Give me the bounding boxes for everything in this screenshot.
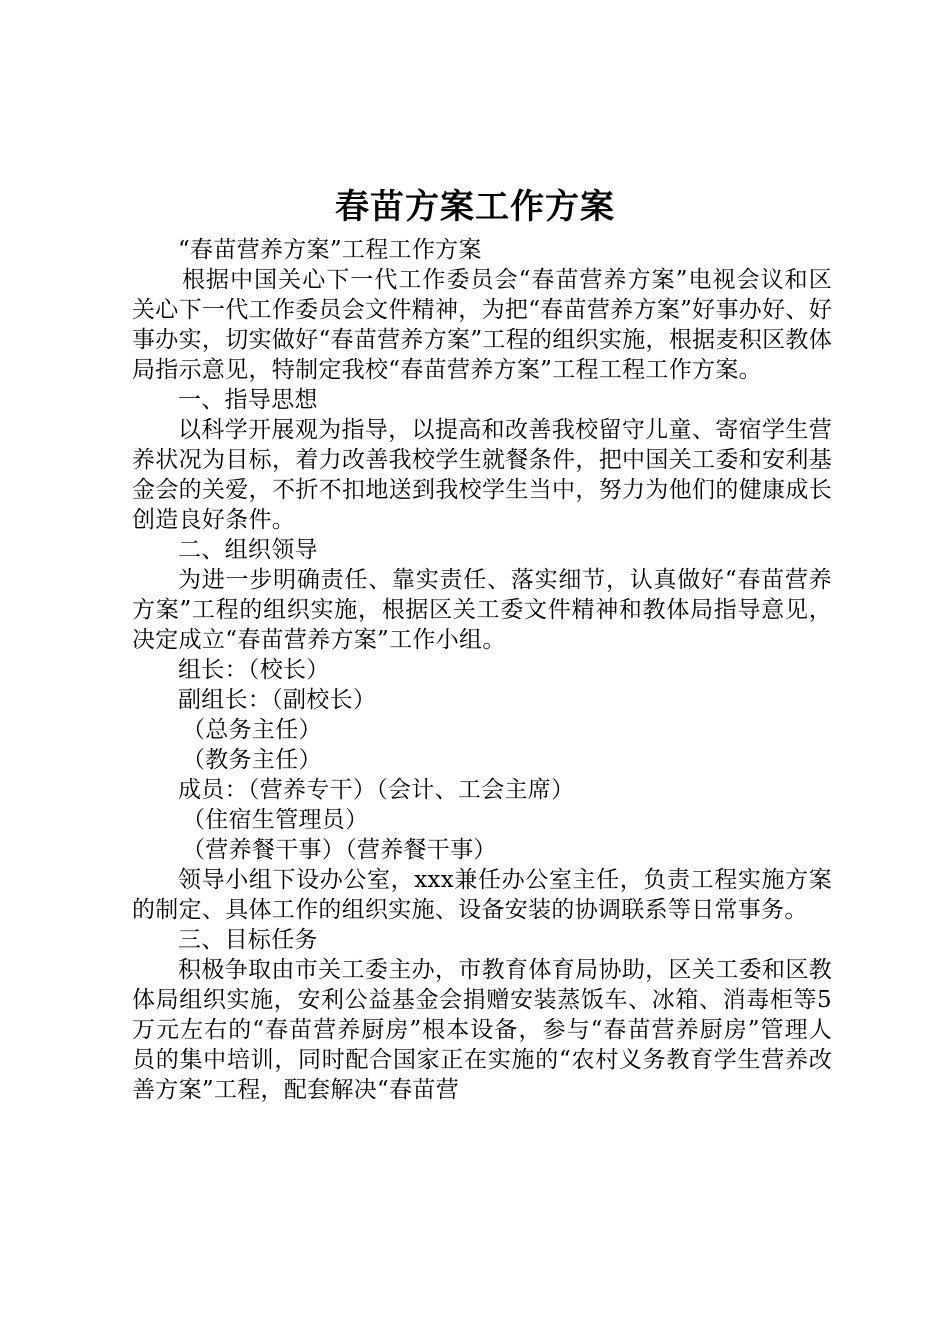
- paragraph-office: 领导小组下设办公室，xxx兼任办公室主任，负责工程实施方案的制定、具体工作的组织实施、设备安装的协调联系等日常事务。: [132, 867, 832, 923]
- paragraph-objectives: 积极争取由市关工委主办，市教育体育局协助，区关工委和区教体局组织实施，安利公益基金会捐赠安装蒸饭车、冰箱、消毒柜等5万元左右的“春苗营养厨房”根本设备，参与“春苗营养厨房”管理人员的集中培训，同时配合国家正在实施的“农村义务教育学生营养改善方案”工程，配套解决“春苗营: [132, 957, 832, 1103]
- paragraph-intro: 根据中国关心下一代工作委员会“春苗营养方案”电视会议和区关心下一代工作委员会文件精神，为把“春苗营养方案”好事办好、好事办实，切实做好“春苗营养方案”工程的组织实施，根据麦积区教体局指示意见，特制定我校“春苗营养方案”工程工程工作方案。: [132, 267, 832, 383]
- member-line-general-affairs: （总务主任）: [182, 717, 322, 743]
- paragraph-organization: 为进一步明确责任、靠实责任、落实细节，认真做好“春苗营养方案”工程的组织实施，根据区关工委文件精神和教体局指导意见，决定成立“春苗营养方案”工作小组。: [132, 567, 832, 653]
- member-line-nutrition-staff: （营养餐干事）（营养餐干事）: [182, 837, 497, 863]
- document-body: [132, 235, 832, 1105]
- section-heading-guiding-ideology: 一、指导思想: [178, 387, 318, 413]
- member-line-academic-affairs: （教务主任）: [182, 747, 322, 773]
- member-line-members: 成员：（营养专干）（会计、工会主席）: [178, 777, 575, 803]
- member-line-deputy-leader: 副组长：（副校长）: [178, 687, 377, 713]
- member-line-dorm-manager: （住宿生管理员）: [182, 807, 369, 833]
- paragraph-guiding-ideology: 以科学开展观为指导，以提高和改善我校留守儿童、寄宿学生营养状况为目标，着力改善我校学生就餐条件，把中国关工委和安利基金会的关爱，不折不扣地送到我校学生当中，努力为他们的健康成长创造良好条件。: [132, 417, 832, 533]
- section-heading-objectives: 三、目标任务: [178, 927, 318, 953]
- document-title: 春苗方案工作方案: [335, 187, 615, 227]
- member-line-leader: 组长：（校长）: [178, 657, 330, 683]
- section-heading-organization: 二、组织领导: [178, 537, 318, 563]
- paragraph-subtitle: “春苗营养方案”工程工作方案: [178, 237, 482, 263]
